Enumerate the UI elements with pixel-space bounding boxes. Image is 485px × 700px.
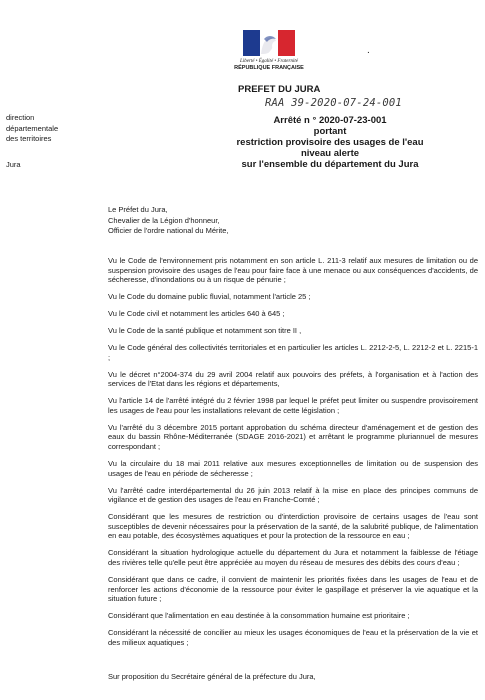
- consideration-paragraph: Vu l'article 14 de l'arrêté intégré du 2 février 1998 par lequel le préfet peut limiter ou suspendre provisoirement les usages de l'eau pour les installations relevant de cette législation ;: [108, 396, 478, 415]
- marianne-logo: [227, 30, 311, 71]
- closing-line: Sur proposition du Secrétaire général de la préfecture du Jura,: [108, 672, 316, 681]
- consideration-paragraph: Vu la circulaire du 18 mai 2011 relative aux mesures exceptionnelles de limitation ou de suspension des usages de l'eau en période de sécheresse ;: [108, 459, 478, 478]
- department-line: des territoires: [6, 134, 52, 143]
- consideration-paragraph: Vu le Code de l'environnement pris notamment en son article L. 211-3 relatif aux mesures de limitation ou de suspension provisoire des usages de l'eau pour faire face à une menace ou aux conséquences d'accidents, de sécheresse, d'inondations ou à un risque de pénurie ;: [108, 256, 478, 285]
- consideration-paragraph: Vu le Code de la santé publique et notamment son titre II ,: [108, 326, 302, 336]
- department-line: départementale: [6, 123, 59, 133]
- title-line: portant: [313, 126, 347, 137]
- consideration-paragraph: Considérant que l'alimentation en eau destinée à la consommation humaine est prioritaire ;: [108, 611, 410, 621]
- consideration-paragraph: Considérant que les mesures de restriction ou d'interdiction provisoire de certains usages de l'eau sont susceptibles de devenir nécessaires pour la préservation de la santé, de la salubrité publique, de l'alimentation en eau potable, des écosystèmes aquatiques et pour la protection de la ressource en eau ;: [108, 512, 478, 541]
- consideration-paragraph: Considérant la nécessité de concilier au mieux les usages économiques de l'eau et la préservation de la vie et des milieux aquatiques ;: [108, 628, 478, 647]
- consideration-paragraph: Vu l'arrêté du 3 décembre 2015 portant approbation du schéma directeur d'aménagement et de gestion des eaux du bassin Rhône-Méditerranée (SDAGE 2016-2021) et arrêtant le programme pluriannuel de mesures correspondant ;: [108, 422, 478, 452]
- consideration-paragraph: Vu le Code du domaine public fluvial, notamment l'article 25 ;: [108, 292, 311, 302]
- marianne-profile-icon: [243, 30, 295, 56]
- consideration-paragraph: Considérant que dans ce cadre, il convient de maintenir les priorités fixées dans les usages de l'eau et de renforcer les actions d'économie de la ressource pour éviter le gaspillage et préserver la vie aquatique et la situation future ;: [108, 574, 478, 604]
- considerations-list: [108, 256, 478, 655]
- title-line: restriction provisoire des usages de l'eau: [236, 137, 424, 148]
- consideration-paragraph: Vu l'arrêté cadre interdépartemental du 26 juin 2013 relatif à la mise en place des principes communs de vigilance et de gestion des usages de l'eau en Franche-Comté ;: [108, 485, 478, 505]
- department-location: Jura: [6, 160, 21, 169]
- republic-motto: Liberté • Égalité • Fraternité: [240, 59, 298, 64]
- consideration-paragraph: Vu le Code civil et notamment les articles 640 à 645 ;: [108, 309, 285, 319]
- prefecture-name: PREFET DU JURA: [238, 84, 321, 95]
- title-line: sur l'ensemble du département du Jura: [241, 159, 419, 170]
- decree-title: [200, 115, 460, 170]
- republic-name: RÉPUBLIQUE FRANÇAISE: [234, 65, 304, 71]
- department-line: direction: [6, 113, 35, 122]
- salutation-line: Le Préfet du Jura,: [108, 205, 168, 214]
- consideration-paragraph: Vu le Code général des collectivités territoriales et en particulier les articles L. 2212-2-5, L. 2212-2 et L. 2215-1 ;: [108, 343, 478, 362]
- margin-mark: .: [367, 45, 370, 56]
- consideration-paragraph: Vu le décret n°2004-374 du 29 avril 2004 relatif aux pouvoirs des préfets, à l'organisation et à l'action des services de l'Etat dans les régions et départements,: [108, 369, 478, 389]
- salutation-line: Chevalier de la Légion d'honneur,: [108, 215, 220, 225]
- tricolor-flag-icon: [243, 30, 295, 56]
- title-line: Arrêté n ° 2020-07-23-001: [273, 115, 387, 126]
- title-line: niveau alerte: [300, 148, 360, 159]
- prefect-salutation: [108, 205, 229, 237]
- consideration-paragraph: Considérant la situation hydrologique actuelle du département du Jura et notamment la faiblesse de l'étiage des rivières telle qu'elle peut être appréciée au moyen du réseau de mesures des débits des cours d'eau ;: [108, 548, 478, 567]
- handwritten-reference: RAA 39-2020-07-24-001: [265, 97, 402, 109]
- issuing-department: [6, 113, 58, 145]
- salutation-line: Officier de l'ordre national du Mérite,: [108, 226, 229, 235]
